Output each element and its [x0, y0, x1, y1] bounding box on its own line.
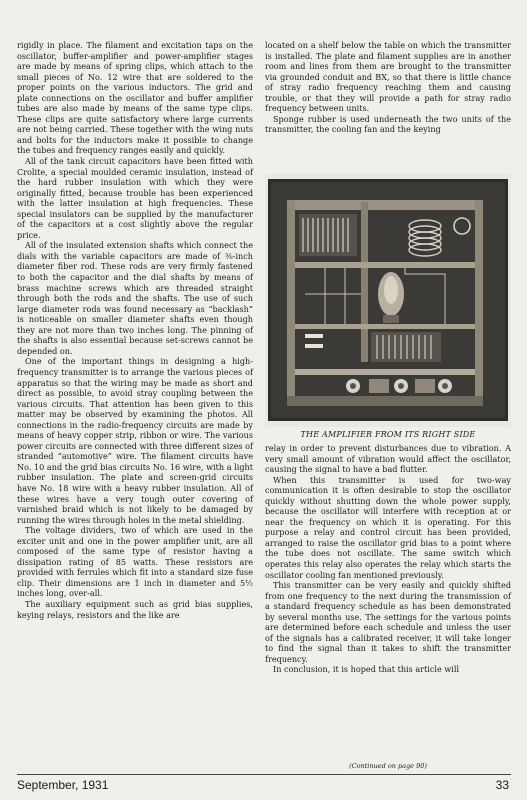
- right-column-top: [265, 40, 511, 135]
- paragraph: All of the insulated extension shafts which connect the dials with the variable capacitors are made of ⅜-inch diameter fiber rod. These rods are very firmly fastened to both the capacitor and the dial shafts by means of brass machine screws which are threaded straight through both the rods and the shafts. The use of such large diameter rods was found necessary as “backlash” is noticeable on smaller diameter shafts even though they are not more than two inches long. The pinning of the shafts is also essential because set-screws cannot be depended on.: [17, 240, 253, 356]
- paragraph: Sponge rubber is used underneath the two units of the transmitter, the cooling fan and the keying: [265, 113, 511, 135]
- footer-divider: [17, 774, 511, 775]
- paragraph: One of the important things in designing a high-frequency transmitter is to arrange the various pieces of apparatus so that the wiring may be made as short and direct as possible, to avoid stray coupling between the various circuits. That attention has been given to this matter may be observed by examining the photos. All connections in the radio-frequency circuits are made by means of heavy copper strip, ribbon or wire. The various power circuits are connected with three different sizes of stranded “automotive” wire. The filament circuits have No. 10 and the grid bias circuits No. 16 wire, with a light rubber insulation. The plate and screen-grid circuits have No. 18 wire with a heavy rubber insulation. All of these wires have a very tough outer covering of varnished braid which is not likely to be damaged by running the wires through holes in the metal shielding.: [17, 356, 253, 525]
- amplifier-photo: [265, 174, 511, 427]
- paragraph: The voltage dividers, two of which are used in the exciter unit and one in the power amplifier unit, are all composed of the same type of resistor having a dissipation rating of 85 watts. These resistors are provided with ferrules which fit into a standard size fuse clip. Their dimensions are 1 inch in diameter and 5½ inches long, over-all.: [17, 525, 253, 599]
- paragraph: rigidly in place. The filament and excitation taps on the oscillator, buffer-amplifier and power-amplifier stages are made by means of spring clips, which attach to the small pieces of No. 12 wire that are soldered to the proper points on the various inductors. The grid and plate connections on the oscillator and buffer amplifier tubes are also made by means of the same type clips. These clips are quite satisfactory where large currents are not being carried. These together with the wing nuts and bolts for the inductors make it possible to change the tubes and frequency ranges easily and quickly.: [17, 40, 253, 156]
- left-column: [17, 40, 253, 620]
- paragraph: The auxiliary equipment such as grid bias supplies, keying relays, resistors and the like are: [17, 598, 253, 620]
- paragraph: When this transmitter is used for two-way communication it is often desirable to stop the oscillator quickly without shutting down the whole power supply, because the oscillator will interfere with reception at or near the frequency on which it is operating. For this purpose a relay and control circuit has been provided, arranged to raise the oscillator grid bias to a point where the tube does not oscillate. The same switch which operates this relay also operates the relay which starts the oscillator cooling fan mentioned previously.: [265, 474, 511, 580]
- amplifier-photo-illustration: [265, 174, 511, 427]
- continued-note: (Continued on page 90): [349, 762, 427, 770]
- page-number: 33: [495, 778, 509, 792]
- footer-date: September, 1931: [17, 778, 109, 792]
- paragraph: This transmitter can be very easily and quickly shifted from one frequency to the next during the transmission of a standard frequency schedule as has been demonstrated by several months use. The settings for the various points are determined before each schedule and unless the user of the signals has a calibrated receiver, it will take longer to find the signal than it takes to shift the transmitter frequency.: [265, 580, 511, 664]
- photo-caption: THE AMPLIFIER FROM ITS RIGHT SIDE: [300, 430, 476, 439]
- paragraph: All of the tank circuit capacitors have been fitted with Crolite, a special moulded ceramic insulation, instead of the hard rubber insulation with which they were originally fitted, because trouble has been experienced with the latter insulation at high frequencies. These special insulators can be supplied by the manufacturer of the capacitors at a cost slightly above the regular price.: [17, 156, 253, 240]
- paragraph: In conclusion, it is hoped that this article will: [273, 664, 460, 675]
- paragraph: located on a shelf below the table on which the transmitter is installed. The plate and filament supplies are in another room and lines from them are brought to the transmitter via grounded conduit and BX, so that there is little chance of stray radio frequency reaching them and causing trouble, or that they will provide a path for stray radio frequency between units.: [265, 40, 511, 114]
- paragraph: relay in order to prevent disturbances due to vibration. A very small amount of vibration would affect the oscillator, causing the signal to have a bad flutter.: [265, 443, 511, 475]
- right-column-bottom: [265, 443, 511, 675]
